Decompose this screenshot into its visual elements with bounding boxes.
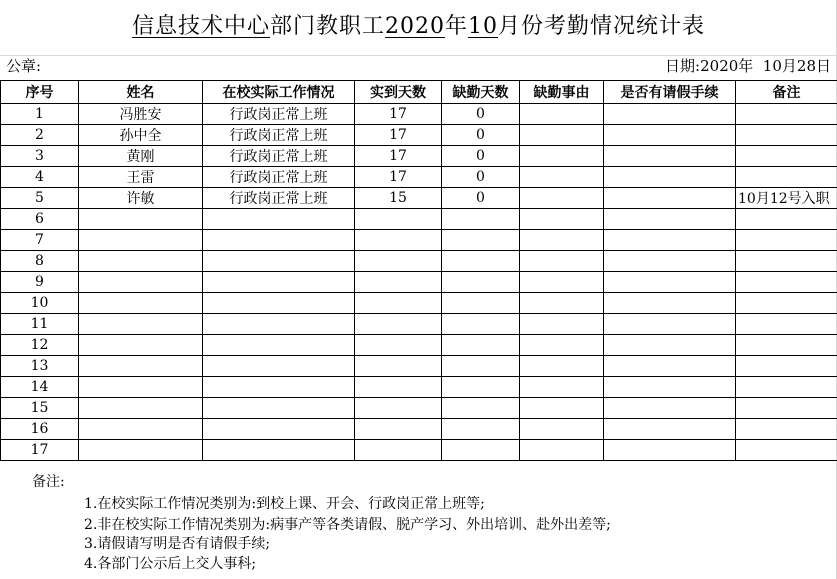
table-cell[interactable]: [604, 230, 736, 251]
table-cell[interactable]: [604, 146, 736, 167]
table-row: [1, 440, 837, 461]
table-cell[interactable]: [203, 314, 355, 335]
table-cell[interactable]: [442, 230, 520, 251]
notes-heading: 备注:: [32, 474, 65, 490]
table-cell[interactable]: [442, 272, 520, 293]
table-cell[interactable]: [520, 167, 604, 188]
table-cell[interactable]: [203, 419, 355, 440]
title-text-2: 年: [445, 14, 469, 39]
table-cell[interactable]: [355, 356, 442, 377]
table-cell[interactable]: [355, 398, 442, 419]
table-cell[interactable]: [604, 419, 736, 440]
table-cell[interactable]: [442, 419, 520, 440]
table-cell[interactable]: 11: [1, 314, 79, 335]
column-header: 备注: [736, 81, 837, 104]
title-text-3: 月份考勤情况统计表: [498, 14, 706, 39]
table-cell[interactable]: [79, 335, 203, 356]
table-cell[interactable]: [203, 356, 355, 377]
table-cell[interactable]: [442, 251, 520, 272]
table-cell[interactable]: [520, 188, 604, 209]
table-cell[interactable]: [736, 377, 837, 398]
table-cell[interactable]: [203, 440, 355, 461]
table-cell[interactable]: [736, 230, 837, 251]
table-cell[interactable]: [355, 293, 442, 314]
table-row: [1, 419, 837, 440]
table-cell[interactable]: [736, 356, 837, 377]
table-cell[interactable]: [736, 209, 837, 230]
table-cell[interactable]: 17: [355, 125, 442, 146]
table-cell[interactable]: [604, 167, 736, 188]
column-header: 实到天数: [355, 81, 442, 104]
table-cell[interactable]: 冯胜安: [79, 104, 203, 125]
table-cell[interactable]: [203, 398, 355, 419]
table-row: [1, 335, 837, 356]
column-header: 缺勤天数: [442, 81, 520, 104]
table-cell[interactable]: 行政岗正常上班: [203, 167, 355, 188]
table-cell[interactable]: [736, 167, 837, 188]
table-cell[interactable]: [604, 314, 736, 335]
table-cell[interactable]: 17: [355, 146, 442, 167]
table-cell[interactable]: [604, 209, 736, 230]
table-cell[interactable]: [442, 398, 520, 419]
table-cell[interactable]: [520, 293, 604, 314]
table-cell[interactable]: 行政岗正常上班: [203, 146, 355, 167]
table-cell[interactable]: [520, 377, 604, 398]
table-cell[interactable]: [604, 377, 736, 398]
table-cell[interactable]: [79, 293, 203, 314]
table-cell[interactable]: [520, 230, 604, 251]
table-cell[interactable]: [203, 335, 355, 356]
table-row: [1, 377, 837, 398]
table-cell[interactable]: [520, 125, 604, 146]
table-cell[interactable]: 行政岗正常上班: [203, 104, 355, 125]
table-cell[interactable]: [520, 335, 604, 356]
table-cell[interactable]: [520, 314, 604, 335]
table-cell[interactable]: 12: [1, 335, 79, 356]
table-row: [1, 146, 837, 167]
table-cell[interactable]: [604, 125, 736, 146]
date-label: 日期:2020年 10月28日: [665, 57, 831, 75]
table-cell[interactable]: [203, 209, 355, 230]
table-cell[interactable]: [355, 314, 442, 335]
table-cell[interactable]: [736, 146, 837, 167]
table-cell[interactable]: [736, 419, 837, 440]
table-cell[interactable]: [79, 398, 203, 419]
table-cell[interactable]: [604, 356, 736, 377]
table-cell[interactable]: 3: [1, 146, 79, 167]
table-cell[interactable]: 7: [1, 230, 79, 251]
table-cell[interactable]: [604, 272, 736, 293]
table-cell[interactable]: 0: [442, 125, 520, 146]
table-cell[interactable]: [520, 272, 604, 293]
table-cell[interactable]: [79, 419, 203, 440]
table-cell[interactable]: [79, 377, 203, 398]
table-cell[interactable]: [79, 251, 203, 272]
table-cell[interactable]: 17: [355, 167, 442, 188]
table-cell[interactable]: [520, 398, 604, 419]
table-cell[interactable]: 2: [1, 125, 79, 146]
table-row: [1, 356, 837, 377]
table-cell[interactable]: [520, 146, 604, 167]
table-cell[interactable]: [203, 230, 355, 251]
table-row: [1, 398, 837, 419]
table-cell[interactable]: [604, 251, 736, 272]
table-row: [1, 167, 837, 188]
table-cell[interactable]: [520, 209, 604, 230]
title-unit: 信息技术中心: [131, 14, 270, 39]
table-cell[interactable]: [736, 335, 837, 356]
table-row: [1, 188, 837, 209]
table-cell[interactable]: [355, 209, 442, 230]
column-header: 在校实际工作情况: [203, 81, 355, 104]
table-cell[interactable]: 5: [1, 188, 79, 209]
table-cell[interactable]: 王雷: [79, 167, 203, 188]
table-cell[interactable]: [355, 272, 442, 293]
column-header: 姓名: [79, 81, 203, 104]
table-cell[interactable]: 16: [1, 419, 79, 440]
table-cell[interactable]: 4: [1, 167, 79, 188]
table-cell[interactable]: 行政岗正常上班: [203, 125, 355, 146]
table-cell[interactable]: 14: [1, 377, 79, 398]
table-cell[interactable]: [520, 104, 604, 125]
table-cell[interactable]: [79, 356, 203, 377]
title-year: 2020: [385, 14, 445, 39]
column-header: 序号: [1, 81, 79, 104]
table-cell[interactable]: 6: [1, 209, 79, 230]
table-cell[interactable]: [736, 293, 837, 314]
table-row: [1, 104, 837, 125]
table-cell[interactable]: [736, 272, 837, 293]
sheet-title: [0, 10, 837, 44]
note-line: 1.在校实际工作情况类别为:到校上课、开会、行政岗正常上班等;: [84, 496, 485, 512]
table-cell[interactable]: [442, 314, 520, 335]
table-cell[interactable]: [355, 230, 442, 251]
seal-label: 公章:: [6, 57, 42, 75]
table-cell[interactable]: [736, 440, 837, 461]
table-cell[interactable]: [79, 314, 203, 335]
table-cell[interactable]: [442, 377, 520, 398]
table-row: [1, 251, 837, 272]
table-cell[interactable]: [604, 188, 736, 209]
table-cell[interactable]: 8: [1, 251, 79, 272]
table-cell[interactable]: [79, 230, 203, 251]
table-cell[interactable]: 17: [355, 104, 442, 125]
table-body: [1, 104, 837, 461]
table-cell[interactable]: [736, 398, 837, 419]
table-cell[interactable]: [604, 398, 736, 419]
table-row: [1, 272, 837, 293]
attendance-table: [0, 80, 837, 461]
table-cell[interactable]: [79, 440, 203, 461]
table-cell[interactable]: [442, 356, 520, 377]
table-cell[interactable]: [355, 377, 442, 398]
table-cell[interactable]: [520, 356, 604, 377]
table-cell[interactable]: [355, 335, 442, 356]
table-row: [1, 230, 837, 251]
table-cell[interactable]: [736, 251, 837, 272]
table-row: [1, 209, 837, 230]
table-cell[interactable]: [203, 251, 355, 272]
table-cell[interactable]: [355, 251, 442, 272]
table-cell[interactable]: [604, 440, 736, 461]
table-row: [1, 314, 837, 335]
table-cell[interactable]: [604, 335, 736, 356]
note-line: 2.非在校实际工作情况类别为:病事产等各类请假、脱产学习、外出培训、赴外出差等;: [84, 517, 611, 533]
note-line: 3.请假请写明是否有请假手续;: [84, 536, 271, 552]
table-cell[interactable]: 13: [1, 356, 79, 377]
table-cell[interactable]: 15: [355, 188, 442, 209]
table-cell[interactable]: [736, 104, 837, 125]
note-line: 4.各部门公示后上交人事科;: [84, 556, 257, 572]
table-cell[interactable]: 0: [442, 104, 520, 125]
table-row: [1, 293, 837, 314]
column-header: 是否有请假手续: [604, 81, 736, 104]
table-row: [1, 125, 837, 146]
table-cell[interactable]: 0: [442, 167, 520, 188]
table-cell[interactable]: [79, 209, 203, 230]
table-cell[interactable]: [520, 251, 604, 272]
table-header-row: [1, 81, 837, 104]
meta-line: [0, 55, 837, 78]
table-cell[interactable]: [442, 440, 520, 461]
table-cell[interactable]: 0: [442, 146, 520, 167]
table-cell[interactable]: [355, 419, 442, 440]
table-cell[interactable]: 10月12号入职: [736, 188, 837, 209]
table-cell[interactable]: [203, 293, 355, 314]
table-cell[interactable]: [355, 440, 442, 461]
table-cell[interactable]: 黄刚: [79, 146, 203, 167]
table-cell[interactable]: 行政岗正常上班: [203, 188, 355, 209]
table-cell[interactable]: [203, 272, 355, 293]
table-cell[interactable]: 0: [442, 188, 520, 209]
table-cell[interactable]: 9: [1, 272, 79, 293]
table-cell[interactable]: [442, 209, 520, 230]
table-cell[interactable]: [736, 125, 837, 146]
table-cell[interactable]: 10: [1, 293, 79, 314]
table-cell[interactable]: 17: [1, 440, 79, 461]
table-cell[interactable]: 15: [1, 398, 79, 419]
table-cell[interactable]: [604, 293, 736, 314]
title-text-1: 部门教职工: [269, 14, 385, 39]
table-cell[interactable]: 孙中全: [79, 125, 203, 146]
table-cell[interactable]: [79, 272, 203, 293]
table-cell[interactable]: [442, 335, 520, 356]
title-month: 10: [468, 14, 499, 39]
table-cell[interactable]: [520, 419, 604, 440]
column-header: 缺勤事由: [520, 81, 604, 104]
table-cell[interactable]: [604, 104, 736, 125]
table-cell[interactable]: [736, 314, 837, 335]
table-cell[interactable]: [520, 440, 604, 461]
table-cell[interactable]: 许敏: [79, 188, 203, 209]
table-cell[interactable]: 1: [1, 104, 79, 125]
table-cell[interactable]: [442, 293, 520, 314]
table-cell[interactable]: [203, 377, 355, 398]
